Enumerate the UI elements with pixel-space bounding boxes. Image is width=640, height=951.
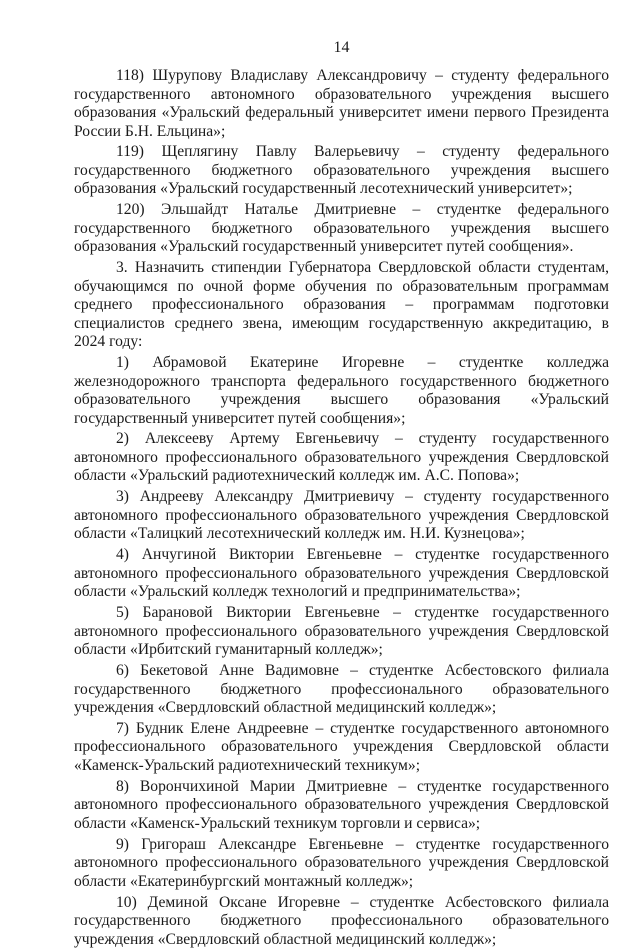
document-paragraph: 120) Эльшайдт Наталье Дмитриевне – студентке федерального государственного бюджетного образовательного учреждения высшего образования «Уральский государственный университет путей сообщения». — [74, 201, 609, 256]
document-body — [74, 67, 609, 949]
document-paragraph: 9) Григораш Александре Евгеньевне – студентке государственного автономного профессионального образовательного учреждения Свердловской области «Екатеринбургский монтажный колледж»; — [74, 835, 609, 890]
document-paragraph: 119) Щеплягину Павлу Валерьевичу – студенту федерального государственного бюджетного образовательного учреждения высшего образования «Уральский государственный лесотехнический университет»; — [74, 143, 609, 198]
document-paragraph: 2) Алексееву Артему Евгеньевичу – студенту государственного автономного профессионального образовательного учреждения Свердловской области «Уральский радиотехнический колледж им. А.С. Попова»; — [74, 430, 609, 485]
document-paragraph: 6) Бекетовой Анне Вадимовне – студентке Асбестовского филиала государственного бюджетного профессионального образовательного учреждения «Свердловский областной медицинский колледж»; — [74, 662, 609, 717]
document-paragraph: 4) Анчугиной Виктории Евгеньевне – студентке государственного автономного профессионального образовательного учреждения Свердловской области «Уральский колледж технологий и предпринимательства»; — [74, 546, 609, 601]
document-paragraph: 118) Шурупову Владиславу Александровичу – студенту федерального государственного автономного образовательного учреждения высшего образования «Уральский федеральный университет имени первого Президента России Б.Н. Ельцина»; — [74, 67, 609, 140]
document-paragraph: 10) Деминой Оксане Игоревне – студентке Асбестовского филиала государственного бюджетного профессионального образовательного учреждения «Свердловский областной медицинский колледж»; — [74, 893, 609, 948]
document-paragraph: 7) Будник Елене Андреевне – студентке государственного автономного профессионального образовательного учреждения Свердловской области «Каменск-Уральский радиотехнический техникум»; — [74, 719, 609, 774]
document-paragraph: 3) Андрееву Александру Дмитриевичу – студенту государственного автономного профессионального образовательного учреждения Свердловской области «Талицкий лесотехнический колледж им. Н.И. Кузнецова»; — [74, 488, 609, 543]
document-paragraph: 3. Назначить стипендии Губернатора Свердловской области студентам, обучающимся по очной форме обучения по образовательным программам среднего профессионального образования – программам подготовки специалистов среднего звена, имеющим государственную аккредитацию, в 2024 году: — [74, 259, 609, 351]
document-paragraph: 8) Ворончихиной Марии Дмитриевне – студентке государственного автономного профессионального образовательного учреждения Свердловской области «Каменск-Уральский техникум торговли и сервиса»; — [74, 777, 609, 832]
page-number: 14 — [333, 39, 350, 56]
document-page — [74, 38, 609, 951]
document-paragraph: 5) Барановой Виктории Евгеньевне – студентке государственного автономного профессионального образовательного учреждения Свердловской области «Ирбитский гуманитарный колледж»; — [74, 604, 609, 659]
document-paragraph: 1) Абрамовой Екатерине Игоревне – студентке колледжа железнодорожного транспорта федерального государственного бюджетного образовательного учреждения высшего образования «Уральский государственный университет путей сообщения»; — [74, 354, 609, 427]
